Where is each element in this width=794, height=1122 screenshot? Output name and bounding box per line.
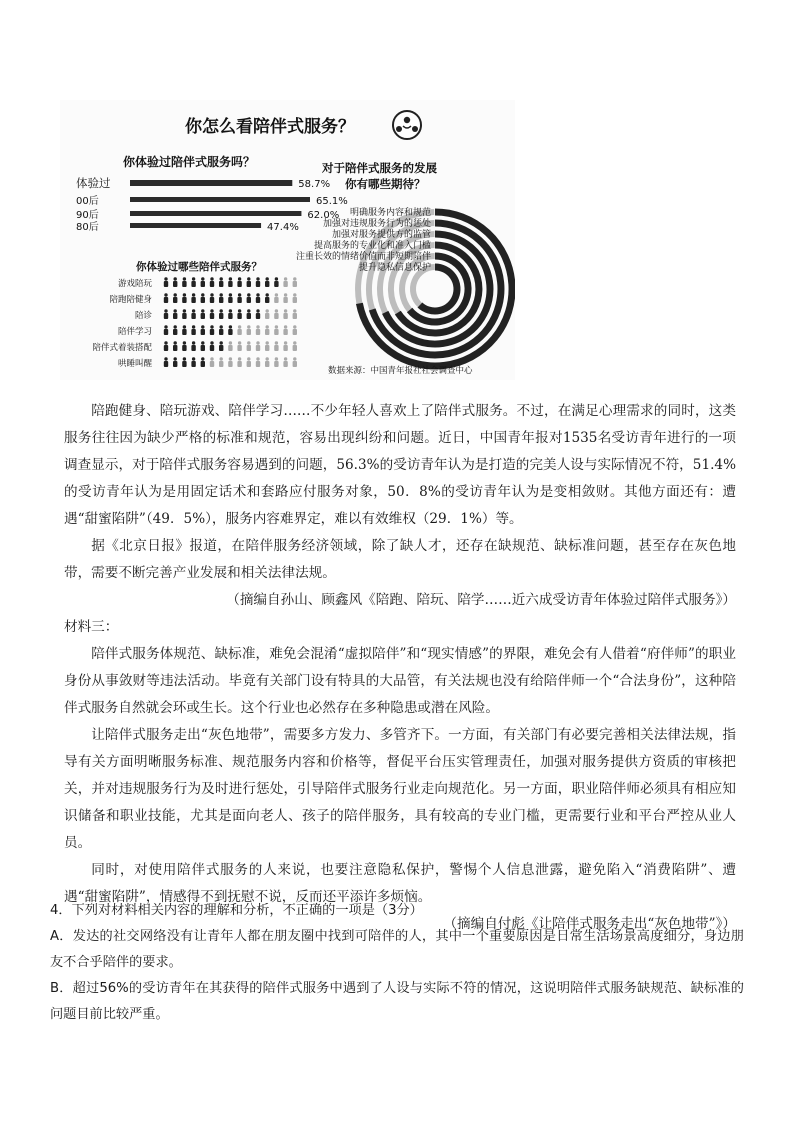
person-icon — [228, 357, 232, 367]
person-icon — [201, 325, 205, 335]
person-icon — [237, 293, 241, 303]
body-text — [64, 398, 736, 938]
person-icon — [173, 293, 177, 303]
person-icon — [293, 293, 297, 303]
bar-chart — [76, 176, 348, 233]
icon-row-label-2: 陪诊 — [134, 311, 152, 321]
paragraph-1: 陪跑健身、陪玩游戏、陪伴学习……不少年轻人喜欢上了陪伴式服务。不过，在满足心理需求的同时，这类服务往往因为缺少严格的标准和规范，容易出现纠纷和问题。近日，中国青年报对1535名受访青年进行的一项调查显示，对于陪伴式服务容易遇到的问题，56.3%的受访青年认为是打造的完美人设与实际情况不符，51.4%的受访青年认为是用固定话术和套路应付服务对象，50．8%的受访青年认为是变相敛财。其他方面还有：遭遇“甜蜜陷阱”（49．5%），服务内容难界定，难以有效维权（29．1%）等。 — [64, 403, 736, 527]
bar-value-0: 58.7% — [298, 179, 331, 190]
person-icon — [256, 341, 260, 351]
person-icon — [274, 293, 278, 303]
person-icon — [247, 325, 251, 335]
person-icon — [247, 277, 251, 287]
person-icon — [237, 341, 241, 351]
person-icon — [265, 277, 269, 287]
person-icon — [201, 357, 205, 367]
survey-infographic — [60, 100, 515, 380]
person-icon — [191, 325, 195, 335]
option-a: A．发达的社交网络没有让青年人都在朋友圈中找到可陪伴的人，其中一个重要原因是日常生活场景高度细分，身边朋友不合乎陪伴的要求。 — [50, 929, 744, 970]
ring-label-2: 加强对服务提供方的监管 — [331, 230, 431, 240]
person-icon — [283, 341, 287, 351]
icon-row-5 — [164, 357, 297, 367]
person-icon — [265, 341, 269, 351]
person-icon — [182, 309, 186, 319]
icon-row-label-1: 陪跑陪健身 — [109, 295, 152, 305]
person-icon — [173, 277, 177, 287]
person-icon — [210, 309, 214, 319]
person-icon — [210, 341, 214, 351]
person-icon — [173, 309, 177, 319]
ring-chart — [296, 206, 512, 366]
person-icon — [237, 309, 241, 319]
person-icon — [265, 309, 269, 319]
question-stem: 4．下列对材料相关内容的理解和分析，不正确的一项是（3分） — [50, 903, 423, 918]
person-icon — [173, 325, 177, 335]
person-icon — [164, 325, 168, 335]
icon-row-label-0: 游戏陪玩 — [117, 279, 152, 289]
data-source: 数据来源：中国青年报社社会调查中心 — [328, 366, 473, 376]
icon-row-3 — [164, 325, 297, 335]
person-icon — [173, 341, 177, 351]
ring-label-4: 注重长效的情绪价值而非短期陪伴 — [295, 252, 431, 262]
paragraph-5: 同时，对使用陪伴式服务的人来说，也要注意隐私保护，警惕个人信息泄露，避免陷入“消费陷阱”、遭遇“甜蜜陷阱”，情感得不到抚慰不说，反而还平添许多烦恼。 — [64, 862, 736, 905]
ring-label-0: 明确服务内容和规范 — [349, 208, 431, 218]
figure-title: 你怎么看陪伴式服务？ — [185, 117, 355, 137]
person-icon — [256, 277, 260, 287]
person-icon — [219, 325, 223, 335]
person-icon — [164, 357, 168, 367]
person-icon — [256, 293, 260, 303]
person-icon — [293, 357, 297, 367]
person-icon — [201, 277, 205, 287]
paragraph-2: 据《北京日报》报道，在陪伴服务经济领域，除了缺人才，还存在缺规范、缺标准问题，甚至存在灰色地带，需要不断完善产业发展和相关法律法规。 — [64, 538, 736, 581]
person-icon — [293, 309, 297, 319]
icon-row-2 — [164, 309, 297, 319]
icon-row-label-4: 陪伴式着装搭配 — [92, 343, 152, 353]
icon-section-title: 你体验过哪些陪伴式服务？ — [136, 261, 262, 273]
ring-arc-5 — [420, 267, 457, 311]
person-icon — [256, 309, 260, 319]
bar-value-2: 62.0% — [307, 210, 340, 221]
person-icon — [210, 357, 214, 367]
person-icon — [274, 357, 278, 367]
person-icon — [283, 277, 287, 287]
bar-2 — [130, 211, 301, 216]
icon-row-label-5: 哄睡叫醒 — [117, 359, 152, 369]
icon-array-chart — [92, 277, 297, 369]
bar-label-0: 体验过 — [76, 176, 111, 190]
person-icon — [274, 277, 278, 287]
ring-label-1: 加强对违规服务行为的惩处 — [322, 219, 431, 229]
icon-row-4 — [164, 341, 297, 351]
person-icon — [247, 341, 251, 351]
person-icon — [247, 293, 251, 303]
person-icon — [274, 325, 278, 335]
person-icon — [256, 357, 260, 367]
person-icon — [247, 309, 251, 319]
ring-label-3: 提高服务的专业化和准入门槛 — [313, 241, 431, 251]
person-icon — [228, 325, 232, 335]
person-icon — [219, 357, 223, 367]
bar-value-3: 47.4% — [267, 222, 299, 233]
person-icon — [237, 325, 241, 335]
person-icon — [237, 277, 241, 287]
person-icon — [191, 341, 195, 351]
person-icon — [283, 325, 287, 335]
icon-row-0 — [164, 277, 297, 287]
person-icon — [293, 341, 297, 351]
person-icon — [201, 293, 205, 303]
infographic-canvas — [60, 100, 515, 380]
bar-label-1: 00后 — [76, 196, 99, 207]
person-icon — [283, 293, 287, 303]
paragraph-3: 陪伴式服务体规范、缺标准，难免会混淆“虚拟陪伴”和“现实情感”的界限，难免会有人借着“府伴师”的职业身份从事敛财等违法活动。毕竟有关部门设有特具的大品管，有关法规也没有给陪伴师一个“合法身份”，这种陪伴式服务自然就会环或生长。这个行业也必然存在多种隐患或潜在风险。 — [64, 646, 736, 716]
bar-0 — [130, 180, 292, 186]
person-icon — [228, 341, 232, 351]
person-icon — [228, 277, 232, 287]
person-icon — [247, 357, 251, 367]
source-line-2: （摘编自付彪《让陪伴式服务走出“灰色地带”》） — [443, 916, 736, 932]
person-icon — [173, 357, 177, 367]
person-icon — [182, 341, 186, 351]
person-icon — [191, 309, 195, 319]
person-icon — [191, 357, 195, 367]
option-b: B．超过56%的受访青年在其获得的陪伴式服务中遇到了人设与实际不符的情况，这说明陪伴式服务缺规范、缺标准的问题目前比较严重。 — [50, 981, 744, 1022]
person-icon — [219, 277, 223, 287]
person-icon — [265, 325, 269, 335]
person-icon — [283, 357, 287, 367]
bar-1 — [130, 197, 310, 202]
icon-row-1 — [164, 293, 297, 303]
person-icon — [182, 325, 186, 335]
person-icon — [237, 357, 241, 367]
ring-section-title-1: 对于陪伴式服务的发展 — [322, 161, 437, 175]
person-icon — [256, 325, 260, 335]
bar-label-2: 90后 — [76, 210, 99, 221]
person-icon — [219, 341, 223, 351]
person-icon — [191, 293, 195, 303]
person-icon — [219, 309, 223, 319]
person-icon — [164, 277, 168, 287]
bar-value-1: 65.1% — [316, 196, 348, 207]
person-icon — [265, 357, 269, 367]
people-circle-icon — [393, 111, 421, 139]
person-icon — [164, 341, 168, 351]
person-icon — [219, 293, 223, 303]
person-icon — [274, 309, 278, 319]
person-icon — [283, 309, 287, 319]
person-icon — [274, 341, 278, 351]
question-4 — [50, 898, 744, 1028]
person-icon — [182, 293, 186, 303]
source-line-1: （摘编自孙山、顾鑫风《陪跑、陪玩、陪学……近六成受访青年体验过陪伴式服务》） — [226, 592, 736, 608]
icon-row-label-3: 陪伴学习 — [117, 327, 152, 337]
person-icon — [164, 309, 168, 319]
person-icon — [191, 277, 195, 287]
person-icon — [265, 293, 269, 303]
person-icon — [182, 357, 186, 367]
person-icon — [228, 293, 232, 303]
person-icon — [210, 277, 214, 287]
ring-section-title-2: 你有哪些期待？ — [345, 177, 426, 191]
bar-label-3: 80后 — [76, 222, 99, 233]
person-icon — [210, 293, 214, 303]
person-icon — [210, 325, 214, 335]
ring-label-5: 提升隐私信息保护 — [358, 263, 431, 273]
person-icon — [293, 325, 297, 335]
person-icon — [201, 341, 205, 351]
bar-3 — [130, 223, 261, 228]
person-icon — [293, 277, 297, 287]
paragraph-4: 让陪伴式服务走出“灰色地带”，需要多方发力、多管齐下。一方面，有关部门有必要完善相关法律法规，指导有关方面明晰服务标准、规范服务内容和价格等，督促平台压实管理责任，加强对服务提供方资质的审核把关，并对违规服务行为及时进行惩处，引导陪伴式服务行业走向规范化。另一方面，职业陪伴师必须具有相应知识储备和职业技能，尤其是面向老人、孩子的陪伴服务，具有较高的专业门槛，更需要行业和平台严控从业人员。 — [64, 727, 736, 851]
material-heading: 材料三： — [64, 619, 119, 635]
person-icon — [164, 293, 168, 303]
person-icon — [182, 277, 186, 287]
person-icon — [228, 309, 232, 319]
person-icon — [201, 309, 205, 319]
bar-section-title: 你体验过陪伴式服务吗？ — [123, 155, 256, 169]
